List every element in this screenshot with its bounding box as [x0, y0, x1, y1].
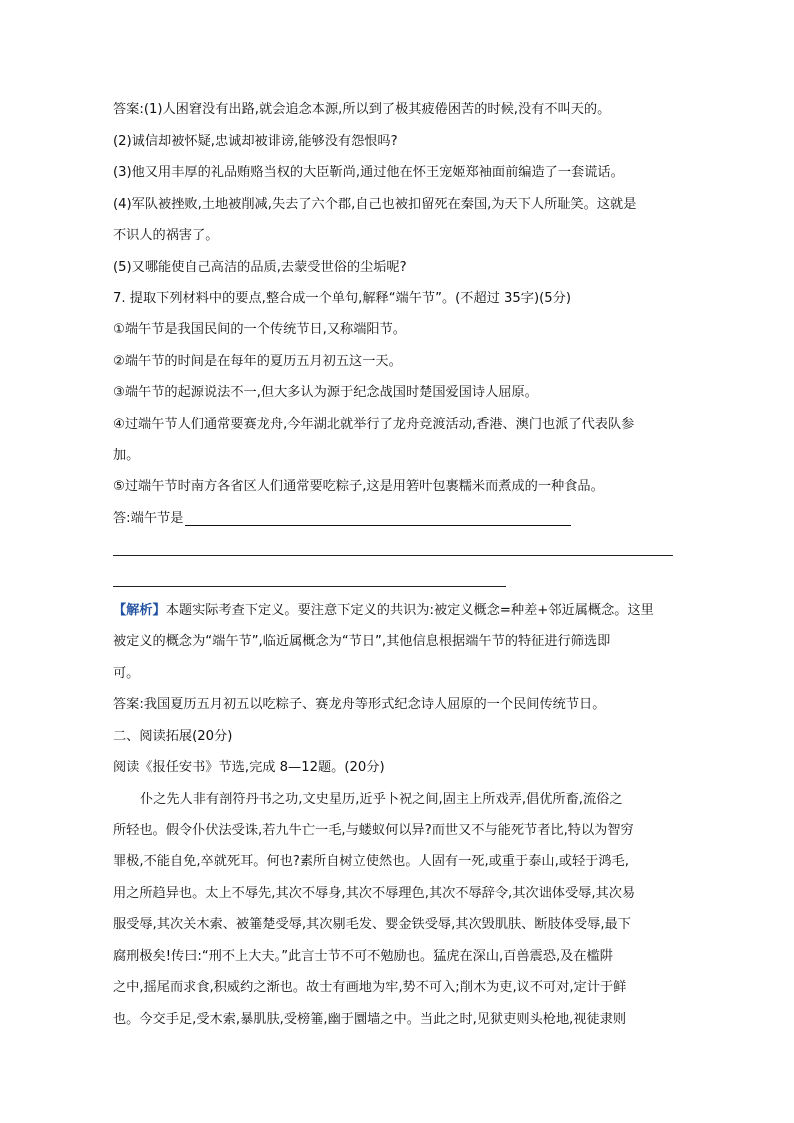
analysis-line-1: [113, 601, 654, 621]
answer-line-4: (4)军队被挫败,土地被削减,失去了六个郡,自己也被扣留死在秦国,为天下人所耻笑。这就是: [113, 197, 637, 212]
analysis-answer: 答案:我国夏历五月初五以吃粽子、赛龙舟等形式纪念诗人屈原的一个民间传统节日。: [113, 697, 606, 712]
answer-line-3: (3)他又用丰厚的礼品贿赂当权的大臣靳尚,通过他在怀王宠姬郑袖面前编造了一套谎话。: [113, 165, 624, 180]
answer-line-1: 答案:(1)人困窘没有出路,就会追念本源,所以到了极其疲倦困苦的时候,没有不叫天的。: [113, 102, 611, 117]
answer-blank-line: [113, 509, 571, 529]
material-4a: ④过端午节人们通常要赛龙舟,今年湖北就举行了龙舟竞渡活动,香港、澳门也派了代表队参: [113, 417, 635, 432]
answer-label: 答:端午节是: [113, 511, 184, 526]
answer-blank-underline[interactable]: [185, 524, 571, 526]
section-2-instruction: 阅读《报任安书》节选,完成 8—12题。(20分): [113, 760, 385, 775]
analysis-line-2: 被定义的概念为“端午节”,临近属概念为“节日”,其他信息根据端午节的特征进行筛选即: [113, 634, 611, 649]
passage-line-8: 也。今交手足,受木索,暴肌肤,受榜箠,幽于圜墙之中。当此之时,见狱吏则头枪地,视徒隶则: [113, 1012, 627, 1027]
answer-line-2: (2)诚信却被怀疑,忠诚却被诽谤,能够没有怨恨吗?: [113, 134, 398, 149]
passage-line-2: 所轻也。假令仆伏法受诛,若九牛亡一毛,与蝼蚁何以异?而世又不与能死节者比,特以为智穷: [113, 823, 634, 838]
material-5: ⑤过端午节时南方各省区人们通常要吃粽子,这是用箬叶包裹糯米而煮成的一种食品。: [113, 479, 604, 494]
answer-line-6: (5)又哪能使自己高洁的品质,去蒙受世俗的尘垢呢?: [113, 260, 407, 275]
material-2: ②端午节的时间是在每年的夏历五月初五这一天。: [113, 354, 402, 369]
material-1: ①端午节是我国民间的一个传统节日,又称端阳节。: [113, 322, 406, 337]
answer-blank-rule-2[interactable]: [113, 586, 506, 587]
material-4b: 加。: [113, 448, 140, 463]
passage-line-5: 服受辱,其次关木索、被箠楚受辱,其次剔毛发、婴金铁受辱,其次毁肌肤、断肢体受辱,最下: [113, 917, 631, 932]
passage-line-7: 之中,摇尾而求食,积威约之渐也。故士有画地为牢,势不可入;削木为吏,议不可对,定计于鲜: [113, 980, 627, 995]
passage-line-4: 用之所趋异也。太上不辱先,其次不辱身,其次不辱理色,其次不辱辞令,其次诎体受辱,其次易: [113, 886, 636, 901]
passage-line-6: 腐刑极矣!传曰:“刑不上大夫。”此言士节不可不勉励也。猛虎在深山,百兽震恐,及在槛阱: [113, 949, 613, 964]
analysis-tag: 【解析】: [113, 603, 166, 618]
material-3: ③端午节的起源说法不一,但大多认为源于纪念战国时楚国爱国诗人屈原。: [113, 385, 538, 400]
answer-line-5: 不识人的祸害了。: [113, 228, 219, 243]
analysis-text-1: 本题实际考查下定义。要注意下定义的共识为:被定义概念=种差+邻近属概念。这里: [165, 603, 654, 618]
answer-blank-rule-1[interactable]: [113, 555, 673, 556]
passage-line-1: 仆之先人非有剖符丹书之功,文史星历,近乎卜祝之间,固主上所戏弄,倡优所畜,流俗之: [140, 792, 623, 807]
question-7-prompt: 7. 提取下列材料中的要点,整合成一个单句,解释“端午节”。(不超过 35字)(5分): [113, 291, 572, 306]
section-2-heading: 二、阅读拓展(20分): [113, 729, 233, 744]
passage-line-3: 罪极,不能自免,卒就死耳。何也?素所自树立使然也。人固有一死,或重于泰山,或轻于鸿毛,: [113, 854, 629, 869]
analysis-line-3: 可。: [113, 666, 140, 681]
